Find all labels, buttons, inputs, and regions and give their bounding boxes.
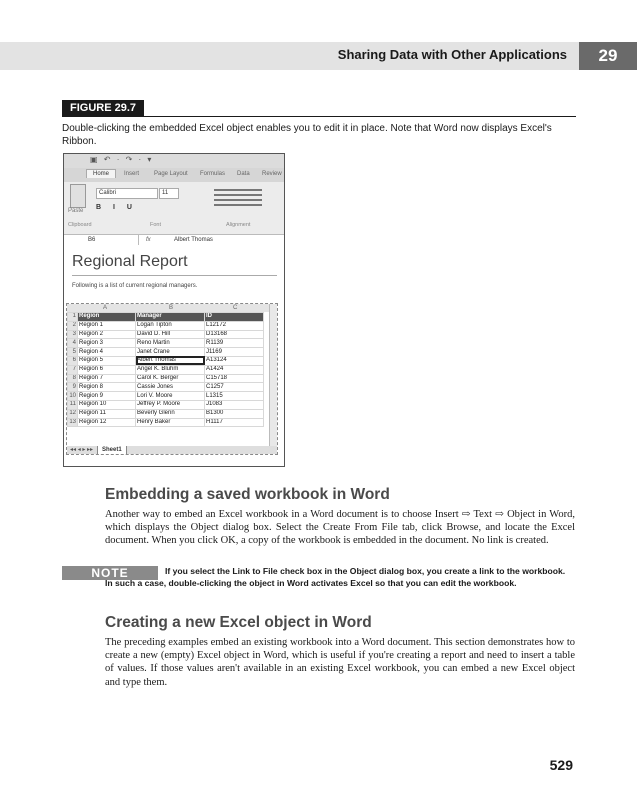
- cell-id[interactable]: A1424: [205, 365, 264, 374]
- tab-data[interactable]: Data: [237, 171, 250, 177]
- table-header-row: [68, 313, 264, 322]
- chapter-number: 29: [579, 42, 637, 70]
- cell-id[interactable]: B1300: [205, 409, 264, 418]
- cell-region[interactable]: Region 11: [78, 409, 136, 418]
- name-box[interactable]: B6: [68, 235, 139, 245]
- table-row: [68, 383, 264, 392]
- cell-manager[interactable]: Jeffrey P. Moore: [136, 400, 205, 409]
- row-number: 10: [69, 392, 76, 399]
- tab-formulas[interactable]: Formulas: [200, 171, 226, 177]
- section-heading-embedding: Embedding a saved workbook in Word: [105, 486, 390, 503]
- cell-region[interactable]: Region 1: [78, 321, 136, 330]
- row-number: 12: [69, 410, 76, 417]
- tab-insert[interactable]: Insert: [124, 171, 140, 177]
- report-title: Regional Report: [72, 253, 188, 270]
- document-area: [64, 245, 284, 466]
- ribbon-tabs: [64, 168, 284, 182]
- cell-manager[interactable]: Carol K. Berger: [136, 374, 205, 383]
- cell-manager[interactable]: Henry Baker: [136, 418, 205, 427]
- undo-redo-icons: ▣ ↶ · ↷ · ▾: [90, 155, 154, 164]
- cell-id[interactable]: J1169: [205, 348, 264, 357]
- cell-manager[interactable]: Lori V. Moore: [136, 392, 205, 401]
- formula-input[interactable]: Albert Thomas: [174, 237, 213, 243]
- alignment-icon[interactable]: [214, 186, 262, 214]
- group-font: Font: [150, 222, 162, 228]
- cell-region[interactable]: Region 8: [78, 383, 136, 392]
- section-body-creating: The preceding examples embed an existing workbook into a Word document. This section demonstrates how to create a new (empty) Excel object in Word, which is useful if you're creating a report and need to insert a table of values. If those values aren't available in an existing Excel workbook, you can embed a new Excel object and type them.: [105, 637, 575, 688]
- data-table: [67, 312, 264, 427]
- figure-label: FIGURE 29.7: [62, 100, 144, 117]
- cell-manager[interactable]: Beverly Glenn: [136, 409, 205, 418]
- note-badge: NOTE: [62, 566, 158, 580]
- cell-region[interactable]: Region 3: [78, 339, 136, 348]
- cell-region[interactable]: Region 7: [78, 374, 136, 383]
- cell-region[interactable]: Region 2: [78, 330, 136, 339]
- paste-icon[interactable]: [70, 184, 86, 208]
- cell-region[interactable]: Region 4: [78, 348, 136, 357]
- group-alignment: Alignment: [226, 222, 251, 228]
- report-rule: [72, 275, 277, 276]
- table-row: [68, 374, 264, 383]
- font-size-select[interactable]: 11: [159, 188, 179, 199]
- table-row: [68, 339, 264, 348]
- row-number: 6: [68, 356, 78, 365]
- row-number: 8: [68, 374, 78, 383]
- tab-home[interactable]: Home: [86, 169, 116, 178]
- cell-manager[interactable]: Angel K. Bluhm: [136, 365, 205, 374]
- cell-manager[interactable]: David D. Hill: [136, 330, 205, 339]
- table-row: [68, 392, 264, 401]
- cell-region[interactable]: Region 12: [78, 418, 136, 427]
- cell-manager[interactable]: Logan Tipton: [136, 321, 205, 330]
- format-buttons[interactable]: B I U: [96, 204, 137, 211]
- cell-id[interactable]: H1117: [205, 418, 264, 427]
- note-text: If you select the Link to File check box in the Object dialog box, you create a link to the workbook. In such a case, double-clicking the object in Word activates Excel so that you can edit the workbook.: [105, 566, 566, 589]
- tab-review[interactable]: Review: [262, 171, 282, 177]
- column-b[interactable]: B: [169, 305, 174, 311]
- row-number: 7: [68, 365, 78, 374]
- table-row: [68, 418, 264, 427]
- table-row: [68, 321, 264, 330]
- sheet-tab-bar: [67, 446, 277, 454]
- column-headers: [67, 304, 277, 312]
- cell-region[interactable]: Region 9: [78, 392, 136, 401]
- column-a[interactable]: A: [103, 305, 108, 311]
- excel-screenshot: [63, 153, 285, 467]
- table-row: [68, 409, 264, 418]
- cell-manager[interactable]: Reno Martin: [136, 339, 205, 348]
- row-number: 3: [68, 330, 78, 339]
- ribbon: [64, 182, 284, 235]
- fx-icon: fx: [146, 237, 151, 243]
- table-row: [68, 330, 264, 339]
- section-body-embedding: Another way to embed an Excel workbook in a Word document is to choose Insert ⇨ Text ⇨ Object in Word, which displays the Object dialog box. Select the Create From File tab, click Browse, and locate the Excel document. When you click OK, a copy of the workbook is embedded in the document. No link is created.: [105, 509, 575, 547]
- font-name-select[interactable]: Calibri: [96, 188, 158, 199]
- table-row: [68, 400, 264, 409]
- tab-page-layout[interactable]: Page Layout: [154, 171, 188, 177]
- figure-rule: [62, 116, 576, 117]
- report-subtitle: Following is a list of current regional managers.: [72, 283, 198, 289]
- header-manager[interactable]: Manager: [136, 313, 205, 322]
- row-number: 11: [68, 400, 78, 409]
- cell-id[interactable]: A13124: [205, 356, 264, 365]
- column-c[interactable]: C: [233, 305, 238, 311]
- group-clipboard: Clipboard: [68, 222, 92, 228]
- row-number: 9: [68, 383, 78, 392]
- row-number: 13: [69, 418, 76, 425]
- header-id[interactable]: ID: [205, 313, 264, 322]
- row-number: 5: [68, 348, 78, 357]
- paste-label: Paste: [68, 208, 84, 214]
- sheet-tab-sheet1[interactable]: Sheet1: [97, 446, 127, 455]
- quick-access-toolbar: [64, 154, 284, 168]
- vertical-scrollbar[interactable]: [269, 304, 277, 446]
- row-number: 4: [68, 339, 78, 348]
- header-region[interactable]: Region: [78, 313, 136, 322]
- embedded-worksheet[interactable]: [66, 303, 278, 455]
- cell-region[interactable]: Region 10: [78, 400, 136, 409]
- cell-id[interactable]: J1083: [205, 400, 264, 409]
- sheet-nav-icons[interactable]: ◂◂ ◂ ▸ ▸▸: [70, 447, 94, 453]
- cell-id[interactable]: R1139: [205, 339, 264, 348]
- cell-manager[interactable]: Cassie Jones: [136, 383, 205, 392]
- row-number: 1: [68, 313, 78, 322]
- cell-id[interactable]: L12172: [205, 321, 264, 330]
- cell-id[interactable]: C15718: [205, 374, 264, 383]
- cell-id[interactable]: D13168: [205, 330, 264, 339]
- running-header: [0, 42, 637, 70]
- table-row: [68, 365, 264, 374]
- row-number: 2: [68, 321, 78, 330]
- cell-id[interactable]: L1315: [205, 392, 264, 401]
- cell-id[interactable]: C1257: [205, 383, 264, 392]
- cell-region[interactable]: Region 5: [78, 356, 136, 365]
- table-row: [68, 356, 264, 365]
- cell-region[interactable]: Region 6: [78, 365, 136, 374]
- selected-cell[interactable]: Albert Thomas: [136, 356, 205, 365]
- table-row: [68, 348, 264, 357]
- section-heading-creating: Creating a new Excel object in Word: [105, 614, 372, 631]
- cell-manager[interactable]: Janet Crane: [136, 348, 205, 357]
- page-number: 529: [549, 757, 573, 773]
- running-title: Sharing Data with Other Applications: [337, 47, 567, 62]
- figure-caption: Double-clicking the embedded Excel object enables you to edit it in place. Note that Word now displays Excel's Ribbon.: [62, 123, 552, 147]
